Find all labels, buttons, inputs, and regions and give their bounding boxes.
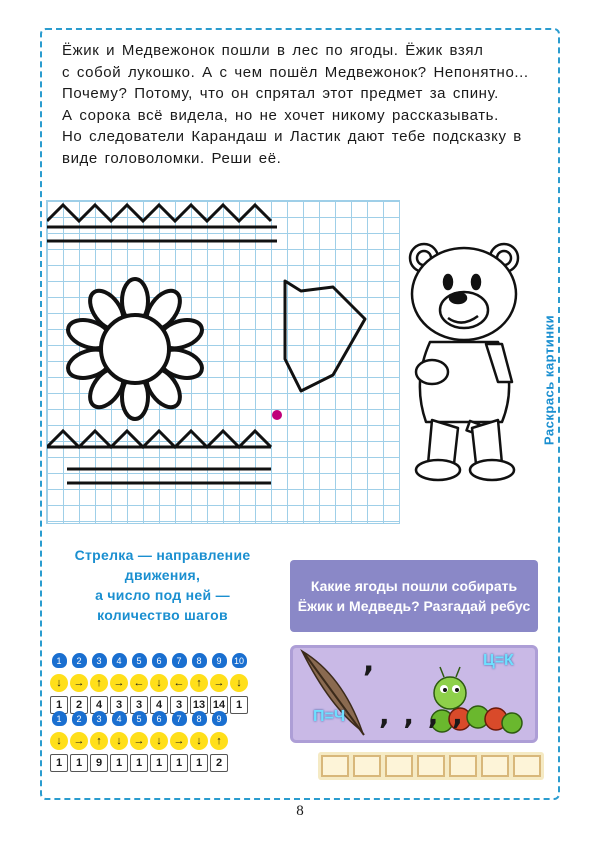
intro-line: А сорока всё видела, но не хочет никому рассказывать. <box>62 106 499 124</box>
direction-arrow: ↓ <box>150 732 168 750</box>
drawing-grid[interactable] <box>46 200 400 524</box>
hint-line: количество шагов <box>97 607 228 623</box>
side-label-text: Раскрась картинки <box>541 314 557 446</box>
answer-boxes <box>318 752 544 780</box>
top-zigzag <box>47 205 271 221</box>
step-count: 1 <box>170 754 188 772</box>
step-number: 9 <box>212 653 227 668</box>
step-count: 1 <box>110 754 128 772</box>
side-label <box>538 300 560 460</box>
step-number: 1 <box>52 653 67 668</box>
arrow-code-1 <box>50 652 280 718</box>
rebus-panel <box>290 645 538 743</box>
answer-letter-box[interactable] <box>353 755 381 777</box>
step-number: 1 <box>52 711 67 726</box>
step-number: 4 <box>112 653 127 668</box>
question-box <box>290 560 538 632</box>
step-number: 8 <box>192 653 207 668</box>
direction-arrow: ← <box>130 674 148 692</box>
step-count: 4 <box>150 696 168 714</box>
direction-arrow: ← <box>170 674 188 692</box>
direction-arrow: → <box>110 674 128 692</box>
step-number: 8 <box>192 711 207 726</box>
code-1-arrows-row <box>50 674 280 693</box>
step-count: 9 <box>90 754 108 772</box>
step-count: 4 <box>90 696 108 714</box>
step-number: 2 <box>72 711 87 726</box>
bottom-zigzag <box>47 431 271 447</box>
step-number: 4 <box>112 711 127 726</box>
rebus-label-c: Ц=К <box>483 652 514 669</box>
step-count: 1 <box>50 754 68 772</box>
step-count: 1 <box>150 754 168 772</box>
step-number: 7 <box>172 711 187 726</box>
direction-arrow: ↑ <box>90 732 108 750</box>
step-number: 3 <box>92 711 107 726</box>
step-count: 13 <box>190 696 208 714</box>
page-number: 8 <box>296 803 304 819</box>
step-count: 1 <box>130 754 148 772</box>
code-2-arrows-row <box>50 732 280 751</box>
direction-arrow: ↓ <box>50 674 68 692</box>
intro-line: виде головоломки. Реши её. <box>62 149 282 167</box>
step-count: 1 <box>190 754 208 772</box>
step-number: 6 <box>152 711 167 726</box>
step-count: 14 <box>210 696 228 714</box>
hint-line: движения, <box>124 567 201 583</box>
hint-line: а число под ней — <box>95 587 230 603</box>
bear-coloring-image <box>402 232 532 490</box>
answer-letter-box[interactable] <box>513 755 541 777</box>
start-dot <box>272 410 282 420</box>
step-number: 5 <box>132 711 147 726</box>
direction-arrow: ↓ <box>110 732 128 750</box>
direction-arrow: ↓ <box>190 732 208 750</box>
intro-line: с собой лукошко. А с чем пошёл Медвежонок? Непонятно... <box>62 63 529 81</box>
step-number: 6 <box>152 653 167 668</box>
direction-arrow: ↑ <box>190 674 208 692</box>
answer-letter-box[interactable] <box>481 755 509 777</box>
rebus-comma-top: , <box>363 645 375 679</box>
intro-line: Ёжик и Медвежонок пошли в лес по ягоды. Ёжик взял <box>62 42 484 59</box>
step-count: 3 <box>110 696 128 714</box>
intro-line: Но следователи Карандаш и Ластик дают тебе подсказку в <box>62 128 522 145</box>
step-number: 9 <box>212 711 227 726</box>
hint-line: Стрелка — направление <box>74 547 251 563</box>
question-text: Какие ягоды пошли собирать Ёжик и Медведь? Разгадай ребус <box>297 578 531 614</box>
answer-letter-box[interactable] <box>385 755 413 777</box>
answer-letter-box[interactable] <box>321 755 349 777</box>
step-number: 2 <box>72 653 87 668</box>
step-number: 10 <box>232 653 247 668</box>
code-1-numbers-row <box>50 652 280 671</box>
code-2-numbers-row <box>50 710 280 729</box>
direction-arrow: → <box>70 732 88 750</box>
step-number: 3 <box>92 653 107 668</box>
answer-letter-box[interactable] <box>449 755 477 777</box>
step-count: 2 <box>70 696 88 714</box>
direction-arrow: ↑ <box>90 674 108 692</box>
direction-arrow: ↓ <box>50 732 68 750</box>
direction-arrow: ↓ <box>150 674 168 692</box>
step-count: 1 <box>230 696 248 714</box>
step-number: 5 <box>132 653 147 668</box>
direction-arrow: ↓ <box>230 674 248 692</box>
step-number: 7 <box>172 653 187 668</box>
intro-text <box>62 40 532 169</box>
direction-arrow: → <box>130 732 148 750</box>
rebus-label-p: П=Ч <box>313 708 346 725</box>
code-2-steps-row <box>50 754 280 773</box>
grid-drawings <box>47 201 399 523</box>
rebus-commas: , , , , <box>379 698 465 731</box>
arrow-hint <box>55 545 270 625</box>
answer-letter-box[interactable] <box>417 755 445 777</box>
intro-line: Почему? Потому, что он спрятал этот предмет за спину. <box>62 85 499 102</box>
direction-arrow: → <box>210 674 228 692</box>
direction-arrow: → <box>170 732 188 750</box>
flower-drawing <box>64 279 205 419</box>
step-count: 2 <box>210 754 228 772</box>
arrow-code-2 <box>50 710 280 776</box>
step-count: 1 <box>50 696 68 714</box>
direction-arrow: → <box>70 674 88 692</box>
partial-shape <box>285 281 365 391</box>
step-count: 1 <box>70 754 88 772</box>
step-count: 3 <box>130 696 148 714</box>
step-count: 3 <box>170 696 188 714</box>
direction-arrow: ↑ <box>210 732 228 750</box>
